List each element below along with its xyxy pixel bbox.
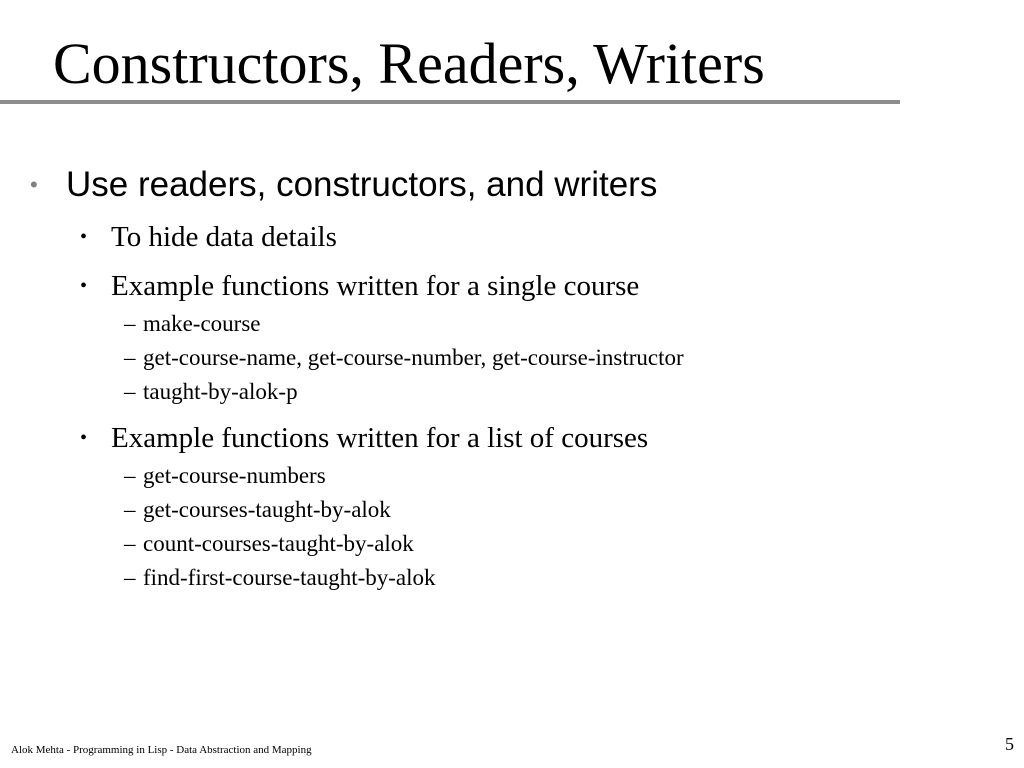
bullet-level2-item — [80, 420, 648, 456]
page-number: 5 — [1005, 734, 1014, 754]
dash-icon: – — [124, 311, 136, 336]
bullet-level2-item — [80, 268, 639, 304]
footer-text: Alok Mehta - Programming in Lisp - Data Abstraction and Mapping — [11, 744, 312, 756]
bullet-level1-text: Use readers, constructors, and writers — [66, 165, 658, 204]
bullet-level3-item — [124, 377, 298, 407]
bullet-level3-item — [124, 461, 326, 491]
bullet-level3-text: get-course-name, get-course-number, get-course-instructor — [143, 345, 684, 370]
bullet-level2-text: Example functions written for a list of courses — [111, 422, 649, 454]
bullet-level3-item — [124, 343, 684, 373]
bullet-level3-text: count-courses-taught-by-alok — [143, 531, 414, 556]
bullet-level3-item — [124, 495, 391, 525]
bullet-level3-text: get-course-numbers — [143, 463, 326, 488]
bullet-level3-text: make-course — [143, 311, 261, 336]
dash-icon: – — [124, 345, 136, 370]
bullet-level2-text: Example functions written for a single course — [111, 270, 640, 302]
slide-title: Constructors, Readers, Writers — [53, 31, 765, 96]
bullet-level3-text: find-first-course-taught-by-alok — [143, 565, 436, 590]
dash-icon: – — [124, 531, 136, 556]
bullet-dot-icon: • — [80, 427, 88, 449]
bullet-level3-item — [124, 529, 414, 559]
bullet-level3-item — [124, 309, 261, 339]
bullet-level3-item — [124, 563, 436, 593]
bullet-dot-icon: • — [80, 275, 88, 297]
dash-icon: – — [124, 565, 136, 590]
dash-icon: – — [124, 497, 136, 522]
bullet-dot-icon: • — [30, 172, 38, 197]
bullet-level2-text: To hide data details — [111, 221, 337, 253]
dash-icon: – — [124, 463, 136, 488]
bullet-level3-text: taught-by-alok-p — [143, 379, 298, 404]
dash-icon: – — [124, 379, 136, 404]
bullet-dot-icon: • — [80, 226, 88, 248]
bullet-level2-item — [80, 219, 337, 255]
bullet-level1-item — [30, 164, 657, 206]
bullet-level3-text: get-courses-taught-by-alok — [143, 497, 391, 522]
